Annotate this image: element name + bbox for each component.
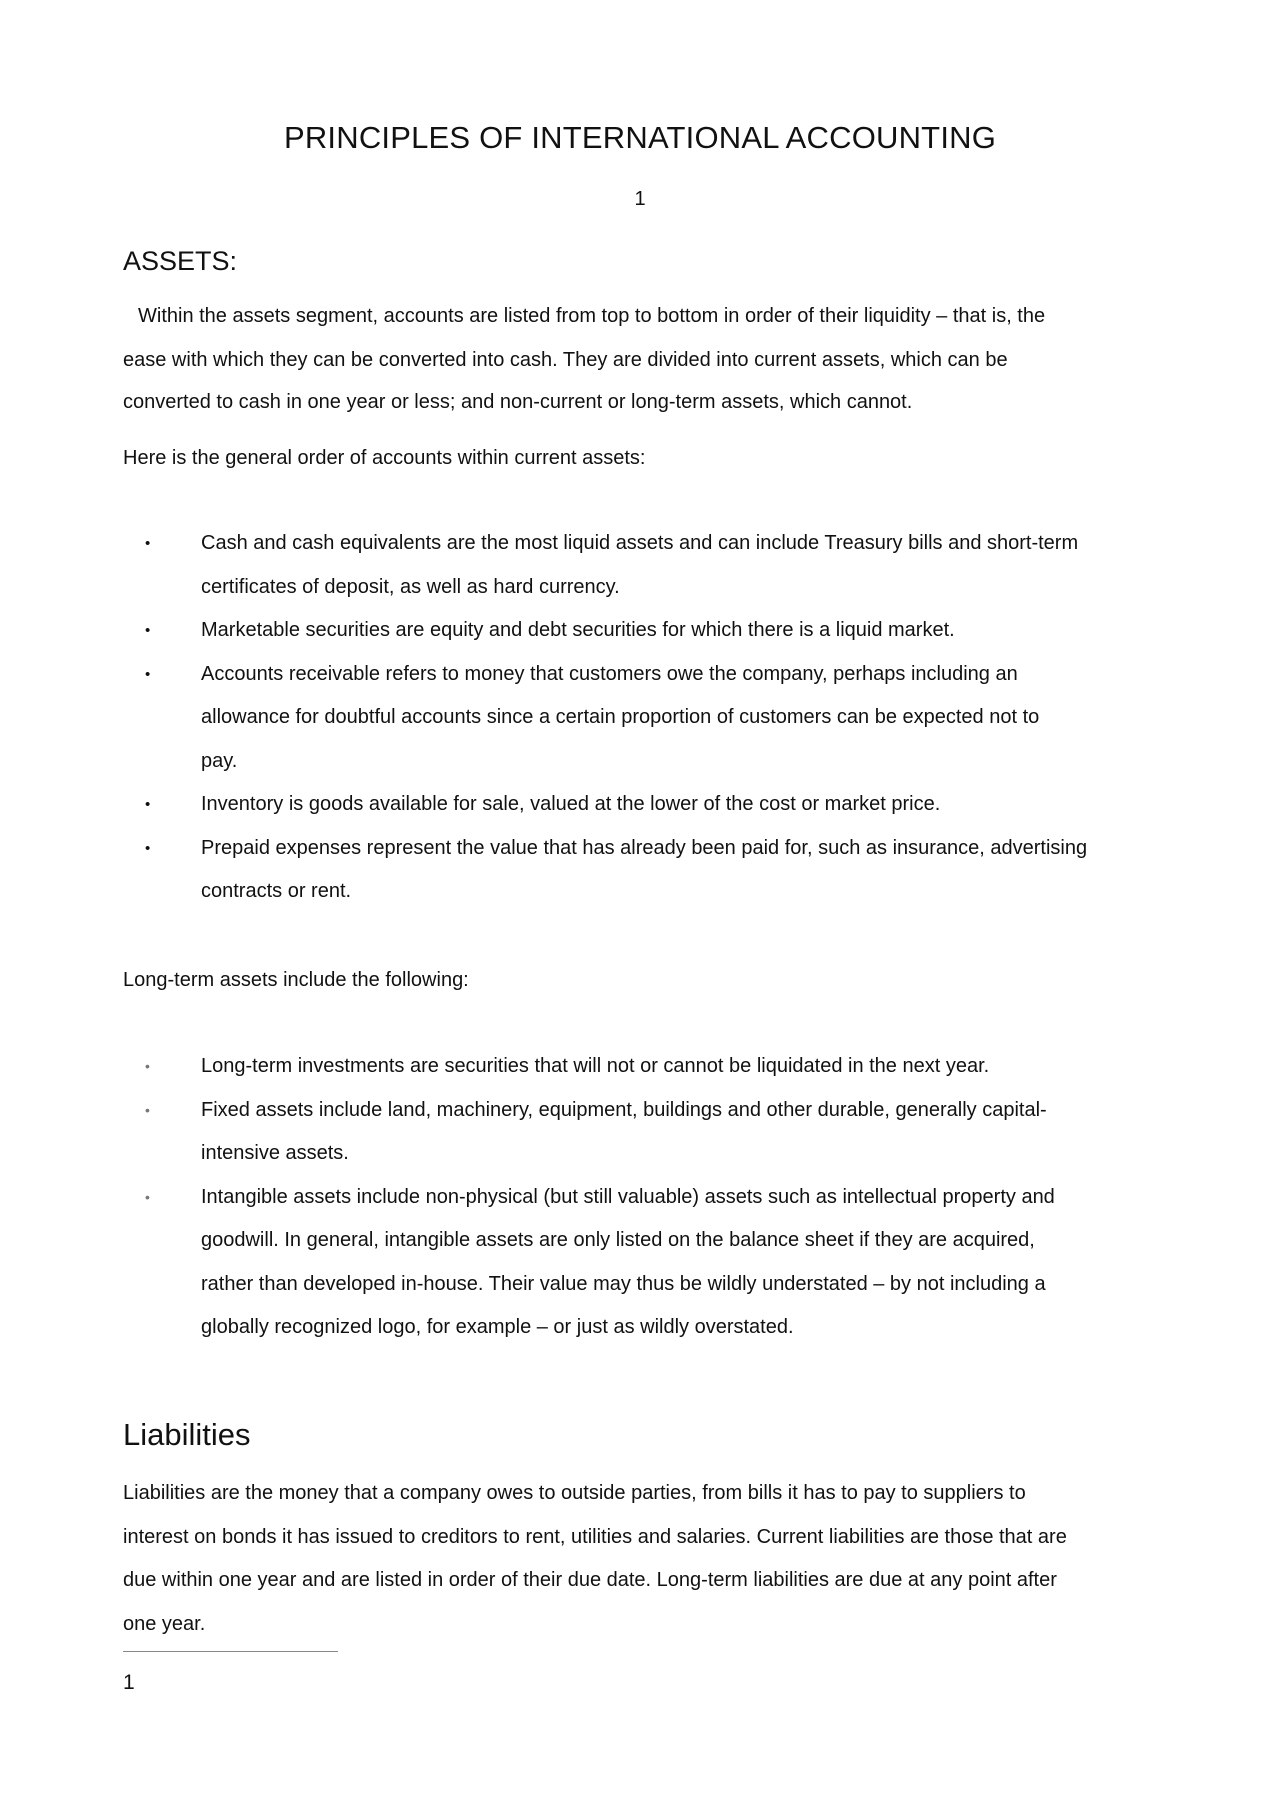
list-item-line: Cash and cash equivalents are the most liquid assets and can include Treasury bills and short-term [201, 532, 1079, 554]
list-item [123, 609, 1183, 653]
liabilities-line: due within one year and are listed in order of their due date. Long-term liabilities are due at any point after [123, 1569, 1057, 1591]
bullet-icon: • [145, 1058, 150, 1074]
list-item-line: Fixed assets include land, machinery, equipment, buildings and other durable, generally capital- [201, 1098, 1047, 1121]
bullet-icon: • [145, 535, 151, 552]
list-item-line: Inventory is goods available for sale, valued at the lower of the cost or market price. [201, 793, 941, 815]
document-title: PRINCIPLES OF INTERNATIONAL ACCOUNTING [283, 120, 997, 155]
assets-intro-line: ease with which they can be converted into cash. They are divided into current assets, which can be [123, 349, 1008, 371]
list-item [123, 1176, 1183, 1350]
list-item-line: contracts or rent. [201, 880, 352, 902]
footnote-separator [123, 1651, 338, 1652]
list-item-line: rather than developed in-house. Their value may thus be wildly understated – by not including a [201, 1272, 1046, 1295]
list-item-line: Long-term investments are securities that will not or cannot be liquidated in the next year. [201, 1055, 990, 1077]
list-item [123, 1089, 1183, 1176]
liabilities-line: interest on bonds it has issued to creditors to rent, utilities and salaries. Current liabilities are those that are [123, 1525, 1067, 1548]
list-item-line: pay. [201, 749, 238, 772]
bullet-icon: • [145, 1188, 150, 1205]
list-item [123, 522, 1183, 609]
footnote-number: 1 [123, 1671, 135, 1694]
assets-intro-line: Within the assets segment, accounts are listed from top to bottom in order of their liquidity – that is, the [138, 305, 1046, 327]
list-item [123, 1045, 1183, 1089]
current-assets-list [123, 522, 1183, 914]
current-assets-intro-text: Here is the general order of accounts within current assets: [123, 447, 646, 469]
current-assets-intro [123, 436, 1173, 480]
liabilities-line: Liabilities are the money that a company owes to outside parties, from bills it has to pay to suppliers to [123, 1482, 1026, 1504]
title-footnote-ref: 1 [634, 188, 646, 210]
list-item [123, 653, 1183, 784]
list-item [123, 827, 1183, 914]
longterm-assets-intro [123, 958, 1173, 1002]
assets-intro-line: converted to cash in one year or less; and non-current or long-term assets, which cannot. [123, 391, 913, 413]
list-item-line: Marketable securities are equity and debt securities for which there is a liquid market. [201, 619, 955, 641]
liabilities-heading: Liabilities [123, 1417, 251, 1452]
list-item-line: certificates of deposit, as well as hard currency. [201, 575, 620, 598]
bullet-icon: • [145, 1101, 150, 1118]
assets-heading: ASSETS: [123, 246, 238, 276]
longterm-assets-intro-text: Long-term assets include the following: [123, 969, 469, 991]
assets-intro-paragraph [123, 294, 1173, 424]
list-item [123, 783, 1183, 827]
liabilities-paragraph [123, 1472, 1173, 1646]
list-item-line: Accounts receivable refers to money that customers owe the company, perhaps including an [201, 662, 1018, 685]
list-item-line: allowance for doubtful accounts since a certain proportion of customers can be expected not to [201, 706, 1040, 728]
list-item-line: goodwill. In general, intangible assets are only listed on the balance sheet if they are acquired, [201, 1229, 1035, 1251]
longterm-assets-list [123, 1045, 1183, 1350]
bullet-icon: • [145, 622, 151, 639]
list-item-line: intensive assets. [201, 1142, 349, 1164]
bullet-icon: • [145, 665, 151, 683]
list-item-line: Intangible assets include non-physical (but still valuable) assets such as intellectual property and [201, 1185, 1055, 1208]
bullet-icon: • [145, 796, 151, 813]
bullet-icon: • [145, 839, 151, 857]
list-item-line: globally recognized logo, for example – or just as wildly overstated. [201, 1316, 794, 1338]
liabilities-line: one year. [123, 1612, 206, 1635]
list-item-line: Prepaid expenses represent the value that has already been paid for, such as insurance, advertising [201, 836, 1088, 859]
